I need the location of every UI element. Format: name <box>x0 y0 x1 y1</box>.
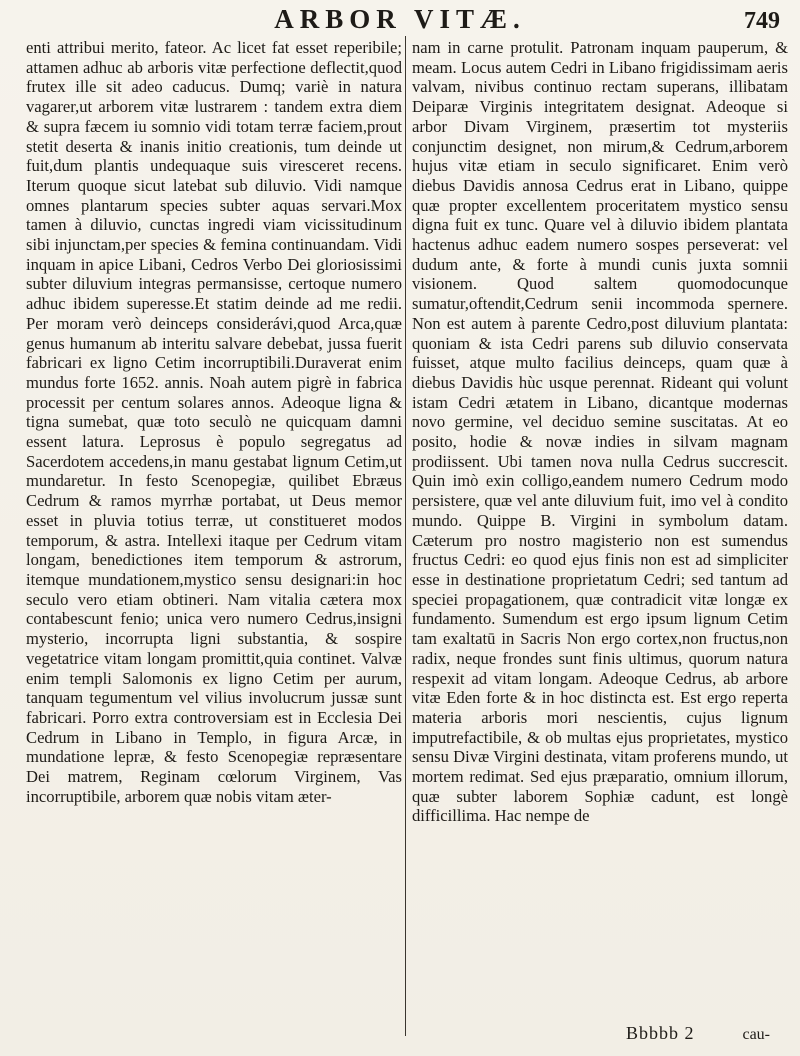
right-column <box>412 38 788 826</box>
right-column-text: nam in carne protulit. Patronam inquam pauperum, & meam. Locus autem Cedri in Libano frigidissimam aeris valvam, nivibus continuo rectam superans, illibatam Deiparæ Virginis integritatem designat. Adeoque si arbor Divam Virginem, præsertim tot mysteriis conjunctim designet, non mirum,& Cedrum,arborem hujus vitæ etiam in seculo significaret. Enim verò diebus Davidis annosa Cedrus erat in Libano, quippe quæ propter excellentem proceritatem mystico sensu digna fuit ex tunc. Quare vel à diluvio ibidem plantata hactenus adhuc eadem numero sospes perseverat: vel dudum ante, & forte à mundi cunis juxta somnii visionem. Quod saltem quomodocunque sumatur,oftendit,Cedrum senii incommoda spernere. Non est autem à parente Cedro,post diluvium plantata: quoniam & ista Cedri parens sub diluvio conservata fuisset, atque multo facilius deinceps, quam quæ à diebus Davidis hùc usque perennat. Rideant qui volunt istam Cedri ætatem in Libano, dicantque modernas novo germine, vel deciduo semine suscitatas. At eo posito, hodie & novæ indies in silvam magnam prodiissent. Ubi tamen nova nulla Cedrus succrescit. Quin imò exin colligo,eandem numero Cedrum modo persistere, quæ vel ante diluvium fuit, imo vel à condito mundo. Quippe B. Virgini in symbolum datam. Cæterum pro nostro magisterio non est sumendus fructus Cedri: eo quod ejus finis non est ad simpliciter esse in destinatione proprietatum Cedri; sed tantum ad speciei propagationem, quæ contradicit vitæ longæ ex fundamento. Sumendum est ergo ipsum lignum Cetim tam exaltatū in Sacris Non ergo cortex,non fructus,non radix, neque frondes sunt finis ultimus, quorum natura respexit ad vitam longam. Adeoque Cedrus, ab arbore vitæ Eden forte & in hoc distincta est. Est ergo reperta materia arboris mori nescientis, cujus lignum imputrefactibile, & ob multas ejus proprietates, mystico sensu Divæ Virgini destinata, vitam proferens mundo, ut mortem redimat. Sed ejus præparatio, omnium illorum, quæ subter laborem Sophiæ cadunt, est longè difficillima. Hac nempe de <box>412 38 788 826</box>
catchword: cau- <box>742 1026 770 1043</box>
left-column <box>26 38 402 806</box>
running-head: ARBOR VITÆ. <box>274 4 526 34</box>
signature-mark: Bbbbb 2 <box>626 1023 695 1043</box>
page-number: 749 <box>744 8 780 34</box>
left-column-text: enti attribui merito, fateor. Ac licet fat esset reperibile; attamen adhuc ab arboris vitæ perfectione deflectit,quod frutex ille sit adeo caducus. Dumq; variè in natura vagarer,ut arborem vitæ lustrarem : tandem extra diem & supra fæcem iu somnio vidi totam terræ faciem,prout stetit deserta & inanis initio creationis, tum deinde ut fuit,dum plantis undequaque suis viresceret recens. Iterum quoque sicut latebat sub diluvio. Vidi namque omnes plantarum species subter aquas servari.Mox tamen à diluvio, cunctas ingredi viam vicissitudinum sibi injunctam,per species & femina continuandam. Vidi inquam in apice Libani, Cedros Verbo Dei gloriosissimi subter diluvium integras permansisse, certoque numero adhuc ibidem superesse.Et statim deinde ad me redii. Per moram verò deinceps considerávi,quod Arca,quæ genus humanum ab interitu salvare debebat, jussa fuerit fabricari ex ligno Cetim incorruptibili.Duraverat enim mundus forte 1652. annis. Noah autem pigrè in fabrica processit per centum solares annos. Adeoque ligna & tigna sumebat, quæ toto seculò ne quicquam damni essent latura. Leprosus è populo segregatus ad Sacerdotem accedens,in manu gestabat lignum Cetim,ut mundaretur. In festo Scenopegiæ, quilibet Ebræus Cedrum & ramos myrrhæ portabat, ut Deus memor esset in pluvia totius terræ, ut constitueret modos temporum, & astra. Intellexi itaque per Cedrum vitam longam, benedictiones item temporum & astrorum, itemque mundationem,mystico sensu designari:in hoc seculo vero etiam obtineri. Nam vitalia cætera mox contabescunt fenio; unica vero numero Cedrus,insigni mysterio, incorrupta ligni substantia, & sospire vegetatrice vitam longam promittit,quia continet. Valvæ enim templi Salomonis ex ligno Cetim per aurum, tanquam tegumentum vel vilius involucrum jussæ sunt fabricari. Porro extra controversiam est in Ecclesia Dei Cedrum in Libano in Templo, in figura Arcæ, in mundatione lepræ, & festo Scenopegiæ repræsentare Dei matrem, Reginam cœlorum Virginem, Vas incorruptibile, arborem quæ nobis vitam æter- <box>26 38 402 806</box>
column-divider <box>405 36 406 1036</box>
